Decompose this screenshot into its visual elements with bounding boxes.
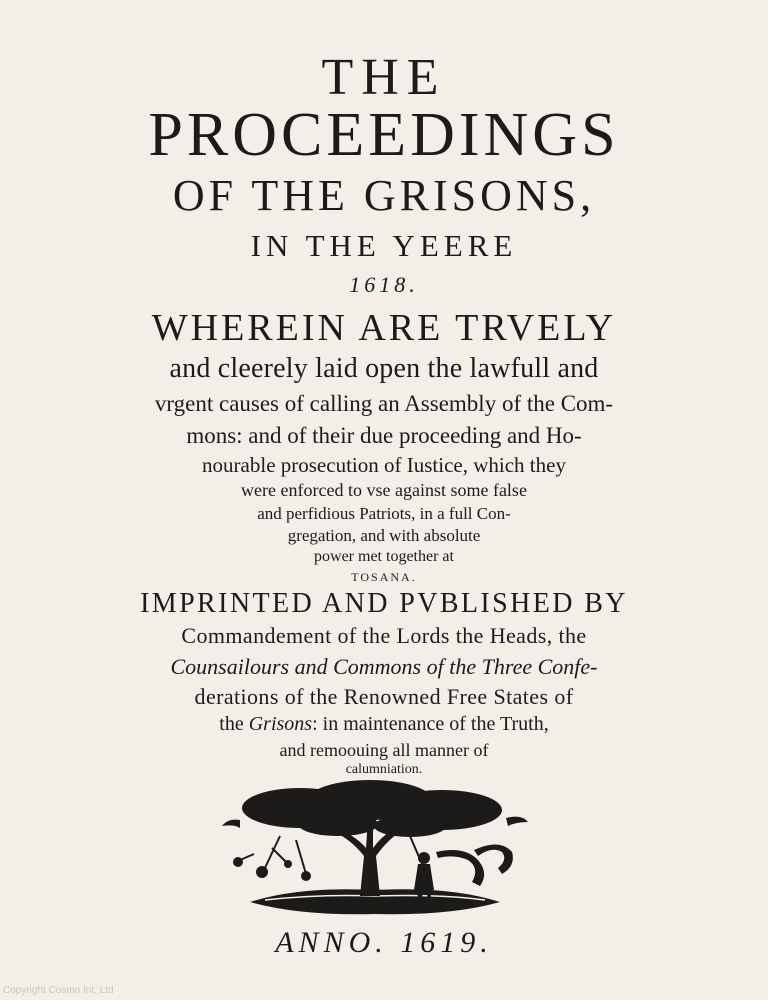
- imprint-line-2: Counsailours and Commons of the Three Confe-: [170, 654, 598, 679]
- subtitle-wherein: WHEREIN ARE TRVELY: [151, 307, 617, 349]
- imprint-line-4: [0, 713, 768, 736]
- imprint-line-3: derations of the Renowned Free States of: [194, 684, 574, 709]
- imprint-heading: IMPRINTED AND PVBLISHED BY: [140, 588, 628, 619]
- title-year-1618: 1618.: [349, 272, 419, 297]
- body-line-7: gregation, and with absolute: [287, 526, 481, 545]
- body-line-5: were enforced to vse against some false: [241, 480, 527, 500]
- imprint-line-5: and remoouing all manner of: [279, 740, 489, 760]
- body-line-8: power met together at: [314, 548, 454, 565]
- body-line-2: vrgent causes of calling an Assembly of the Com-: [154, 391, 614, 416]
- title-proceedings: PROCEEDINGS: [148, 101, 620, 169]
- imprint-line-6: calumniation.: [345, 762, 423, 777]
- imprint-line-1: Commandement of the Lords the Heads, the: [181, 623, 587, 648]
- body-line-4: nourable prosecution of Iustice, which they: [202, 453, 566, 477]
- imprint-line-4-rest: : in maintenance of the Truth,: [312, 713, 549, 735]
- body-line-6: and perfidious Patriots, in a full Con-: [257, 504, 511, 523]
- title-of-the-grisons: OF THE GRISONS,: [172, 171, 596, 220]
- tree-woodcut-illustration: [210, 778, 540, 920]
- imprint-line-4-grisons: Grisons: [248, 713, 313, 735]
- imprint-line-4-the: the: [219, 713, 249, 735]
- title-the: THE: [321, 49, 447, 106]
- place-tosana: TOSANA.: [351, 570, 417, 584]
- publication-year-anno: ANNO. 1619.: [275, 926, 493, 959]
- body-line-1: and cleerely laid open the lawfull and: [169, 353, 599, 384]
- body-line-3: mons: and of their due proceeding and Ho-: [186, 423, 582, 448]
- title-in-the-yeere: IN THE YEERE: [250, 228, 518, 263]
- copyright-watermark: Copyright Cosmo Int. Ltd: [3, 985, 114, 996]
